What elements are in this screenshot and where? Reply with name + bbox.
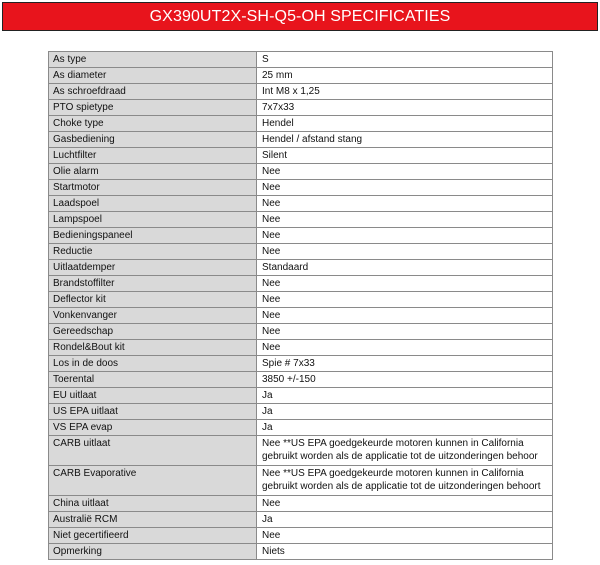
spec-key: Rondel&Bout kit [49,340,257,356]
spec-key: Australië RCM [49,512,257,528]
spec-value: 25 mm [257,68,553,84]
spec-key: As type [49,52,257,68]
table-row [49,52,553,68]
spec-key: Startmotor [49,180,257,196]
spec-value: Ja [257,388,553,404]
table-row [49,164,553,180]
table-row [49,372,553,388]
spec-key: Choke type [49,116,257,132]
table-row [49,512,553,528]
table-row [49,340,553,356]
spec-key: Los in de doos [49,356,257,372]
spec-value: Int M8 x 1,25 [257,84,553,100]
spec-key: Lampspoel [49,212,257,228]
table-row [49,116,553,132]
table-row [49,148,553,164]
spec-value: Nee [257,196,553,212]
table-row [49,84,553,100]
spec-value: Silent [257,148,553,164]
spec-key: Olie alarm [49,164,257,180]
spec-table [48,51,553,560]
spec-key: Bedieningspaneel [49,228,257,244]
spec-value: Nee [257,496,553,512]
table-row [49,100,553,116]
table-row [49,68,553,84]
table-row [49,244,553,260]
spec-value: Nee [257,292,553,308]
spec-key: US EPA uitlaat [49,404,257,420]
table-row [49,212,553,228]
page-title: GX390UT2X-SH-Q5-OH SPECIFICATIES [149,7,451,25]
spec-value: Ja [257,420,553,436]
table-row [49,544,553,560]
spec-key: CARB Evaporative [49,466,257,496]
spec-value: Niets [257,544,553,560]
spec-value: Hendel [257,116,553,132]
spec-key: Deflector kit [49,292,257,308]
table-row [49,528,553,544]
spec-value: Nee [257,212,553,228]
spec-key: Reductie [49,244,257,260]
table-row [49,420,553,436]
spec-value: Nee **US EPA goedgekeurde motoren kunnen in California gebruikt worden als de applicatie tot de uitzonderingen behoort [257,466,553,496]
spec-key: EU uitlaat [49,388,257,404]
table-row [49,228,553,244]
spec-value: Ja [257,512,553,528]
spec-value: Standaard [257,260,553,276]
spec-key: Opmerking [49,544,257,560]
spec-value: Ja [257,404,553,420]
spec-value: Nee [257,244,553,260]
spec-key: Gasbediening [49,132,257,148]
table-row [49,180,553,196]
spec-key: PTO spietype [49,100,257,116]
table-row [49,260,553,276]
table-row [49,196,553,212]
spec-value: Hendel / afstand stang [257,132,553,148]
spec-value: Nee [257,180,553,196]
table-row [49,356,553,372]
spec-key: Brandstoffilter [49,276,257,292]
spec-value: 7x7x33 [257,100,553,116]
spec-value: Nee [257,276,553,292]
spec-key: Vonkenvanger [49,308,257,324]
table-row [49,132,553,148]
table-row [49,324,553,340]
spec-key: Toerental [49,372,257,388]
spec-value: Nee **US EPA goedgekeurde motoren kunnen in California gebruikt worden als de applicatie tot de uitzonderingen behoor [257,436,553,466]
spec-value: Nee [257,228,553,244]
spec-key: CARB uitlaat [49,436,257,466]
table-row [49,466,553,496]
spec-value: Nee [257,308,553,324]
spec-value: Nee [257,528,553,544]
spec-value: Nee [257,340,553,356]
table-row [49,388,553,404]
spec-key: Niet gecertifieerd [49,528,257,544]
spec-value: Nee [257,324,553,340]
title-bar [2,2,598,31]
spec-key: VS EPA evap [49,420,257,436]
table-row [49,276,553,292]
spec-value: S [257,52,553,68]
spec-key: China uitlaat [49,496,257,512]
spec-key: Luchtfilter [49,148,257,164]
spec-key: Gereedschap [49,324,257,340]
table-row [49,496,553,512]
table-row [49,404,553,420]
spec-key: Laadspoel [49,196,257,212]
spec-value: Spie # 7x33 [257,356,553,372]
table-row [49,292,553,308]
table-row [49,436,553,466]
spec-key: As schroefdraad [49,84,257,100]
table-row [49,308,553,324]
spec-value: 3850 +/-150 [257,372,553,388]
spec-key: As diameter [49,68,257,84]
spec-key: Uitlaatdemper [49,260,257,276]
spec-value: Nee [257,164,553,180]
